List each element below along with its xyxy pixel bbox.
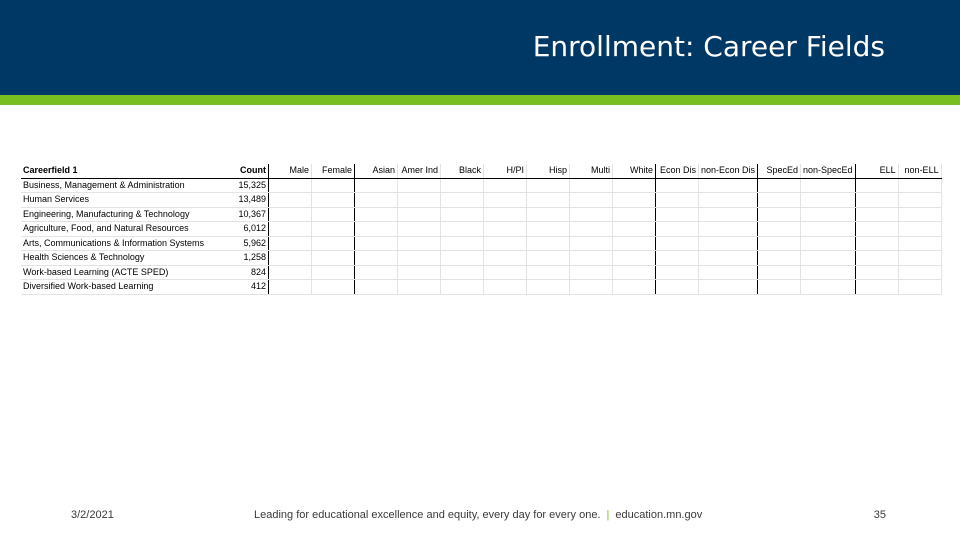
table-row [21, 236, 941, 251]
empty-cell [269, 236, 312, 251]
empty-cell [699, 193, 758, 208]
empty-cell [269, 222, 312, 237]
empty-cell [758, 251, 801, 266]
empty-cell [898, 236, 941, 251]
count-cell: 13,489 [231, 193, 269, 208]
empty-cell [527, 236, 570, 251]
column-header-hpi: H/PI [484, 164, 527, 178]
empty-cell [484, 207, 527, 222]
table-body [21, 178, 941, 294]
empty-cell [613, 207, 656, 222]
empty-cell [570, 265, 613, 280]
empty-cell [312, 236, 355, 251]
count-cell: 15,325 [231, 178, 269, 193]
empty-cell [656, 178, 699, 193]
empty-cell [570, 251, 613, 266]
empty-cell [484, 193, 527, 208]
careerfield-cell: Engineering, Manufacturing & Technology [21, 207, 231, 222]
empty-cell [758, 236, 801, 251]
column-header-econ-dis: Econ Dis [656, 164, 699, 178]
empty-cell [398, 251, 441, 266]
empty-cell [355, 265, 398, 280]
empty-cell [898, 251, 941, 266]
empty-cell [801, 222, 856, 237]
empty-cell [269, 207, 312, 222]
empty-cell [527, 193, 570, 208]
empty-cell [269, 265, 312, 280]
empty-cell [758, 265, 801, 280]
table-header-row [21, 164, 941, 178]
empty-cell [613, 251, 656, 266]
careerfield-cell: Diversified Work-based Learning [21, 280, 231, 295]
column-header-female: Female [312, 164, 355, 178]
careerfield-cell: Health Sciences & Technology [21, 251, 231, 266]
empty-cell [441, 193, 484, 208]
empty-cell [656, 236, 699, 251]
empty-cell [484, 280, 527, 295]
empty-cell [441, 236, 484, 251]
empty-cell [656, 251, 699, 266]
empty-cell [613, 265, 656, 280]
empty-cell [801, 251, 856, 266]
table-row [21, 207, 941, 222]
empty-cell [801, 236, 856, 251]
empty-cell [441, 280, 484, 295]
empty-cell [855, 280, 898, 295]
empty-cell [398, 236, 441, 251]
empty-cell [312, 222, 355, 237]
empty-cell [312, 251, 355, 266]
footer-website-link[interactable]: education.mn.gov [615, 509, 703, 521]
empty-cell [355, 236, 398, 251]
column-header-non-ell: non-ELL [898, 164, 941, 178]
column-header-asian: Asian [355, 164, 398, 178]
empty-cell [758, 222, 801, 237]
column-header-black: Black [441, 164, 484, 178]
empty-cell [312, 265, 355, 280]
empty-cell [898, 193, 941, 208]
enrollment-table-wrapper [21, 164, 942, 295]
table-row [21, 251, 941, 266]
table-row [21, 265, 941, 280]
column-header-count: Count [231, 164, 269, 178]
empty-cell [398, 178, 441, 193]
column-header-non-speced: non-SpecEd [801, 164, 856, 178]
empty-cell [527, 222, 570, 237]
empty-cell [527, 178, 570, 193]
empty-cell [801, 207, 856, 222]
table-row [21, 178, 941, 193]
count-cell: 412 [231, 280, 269, 295]
column-header-amer-ind: Amer Ind [398, 164, 441, 178]
empty-cell [527, 280, 570, 295]
column-header-careerfield: Careerfield 1 [21, 164, 231, 178]
empty-cell [484, 251, 527, 266]
empty-cell [855, 207, 898, 222]
empty-cell [613, 193, 656, 208]
empty-cell [269, 280, 312, 295]
empty-cell [699, 207, 758, 222]
empty-cell [570, 236, 613, 251]
careerfield-cell: Business, Management & Administration [21, 178, 231, 193]
footer-date: 3/2/2021 [71, 509, 114, 521]
careerfield-cell: Arts, Communications & Information Systems [21, 236, 231, 251]
column-header-non-econ-dis: non-Econ Dis [699, 164, 758, 178]
empty-cell [656, 193, 699, 208]
empty-cell [398, 193, 441, 208]
empty-cell [656, 280, 699, 295]
empty-cell [699, 178, 758, 193]
empty-cell [758, 280, 801, 295]
empty-cell [656, 222, 699, 237]
column-header-multi: Multi [570, 164, 613, 178]
empty-cell [441, 251, 484, 266]
empty-cell [398, 207, 441, 222]
careerfield-cell: Agriculture, Food, and Natural Resources [21, 222, 231, 237]
footer-separator: | [606, 509, 610, 521]
empty-cell [355, 280, 398, 295]
empty-cell [699, 265, 758, 280]
slide-title: Enrollment: Career Fields [532, 30, 885, 63]
empty-cell [355, 178, 398, 193]
empty-cell [801, 280, 856, 295]
table-row [21, 193, 941, 208]
footer-page-number: 35 [873, 509, 886, 521]
empty-cell [355, 193, 398, 208]
empty-cell [527, 265, 570, 280]
slide-header [0, 0, 960, 95]
count-cell: 1,258 [231, 251, 269, 266]
empty-cell [355, 251, 398, 266]
empty-cell [441, 222, 484, 237]
count-cell: 10,367 [231, 207, 269, 222]
empty-cell [269, 178, 312, 193]
empty-cell [269, 251, 312, 266]
empty-cell [484, 222, 527, 237]
empty-cell [613, 178, 656, 193]
empty-cell [855, 251, 898, 266]
empty-cell [484, 265, 527, 280]
column-header-speced: SpecEd [758, 164, 801, 178]
empty-cell [699, 236, 758, 251]
accent-bar [0, 95, 960, 105]
empty-cell [898, 222, 941, 237]
empty-cell [801, 178, 856, 193]
count-cell: 6,012 [231, 222, 269, 237]
empty-cell [527, 251, 570, 266]
empty-cell [441, 178, 484, 193]
empty-cell [699, 222, 758, 237]
empty-cell [613, 222, 656, 237]
column-header-hisp: Hisp [527, 164, 570, 178]
empty-cell [570, 207, 613, 222]
empty-cell [855, 193, 898, 208]
empty-cell [484, 236, 527, 251]
empty-cell [355, 207, 398, 222]
column-header-white: White [613, 164, 656, 178]
empty-cell [699, 280, 758, 295]
empty-cell [398, 265, 441, 280]
empty-cell [613, 280, 656, 295]
empty-cell [758, 178, 801, 193]
empty-cell [570, 178, 613, 193]
empty-cell [398, 280, 441, 295]
empty-cell [758, 207, 801, 222]
empty-cell [898, 265, 941, 280]
empty-cell [699, 251, 758, 266]
footer-tagline-group [254, 509, 702, 521]
empty-cell [656, 207, 699, 222]
footer-tagline: Leading for educational excellence and equity, every day for every one. [254, 509, 601, 521]
empty-cell [312, 193, 355, 208]
empty-cell [855, 178, 898, 193]
empty-cell [801, 193, 856, 208]
table-row [21, 222, 941, 237]
table-row [21, 280, 941, 295]
column-header-male: Male [269, 164, 312, 178]
empty-cell [484, 178, 527, 193]
empty-cell [898, 207, 941, 222]
careerfield-cell: Human Services [21, 193, 231, 208]
empty-cell [312, 280, 355, 295]
empty-cell [312, 178, 355, 193]
empty-cell [801, 265, 856, 280]
empty-cell [570, 280, 613, 295]
empty-cell [441, 265, 484, 280]
empty-cell [898, 280, 941, 295]
empty-cell [855, 222, 898, 237]
empty-cell [398, 222, 441, 237]
empty-cell [758, 193, 801, 208]
empty-cell [312, 207, 355, 222]
column-header-ell: ELL [855, 164, 898, 178]
empty-cell [613, 236, 656, 251]
empty-cell [570, 222, 613, 237]
careerfield-cell: Work-based Learning (ACTE SPED) [21, 265, 231, 280]
empty-cell [441, 207, 484, 222]
count-cell: 824 [231, 265, 269, 280]
empty-cell [855, 265, 898, 280]
empty-cell [656, 265, 699, 280]
career-fields-table [21, 164, 942, 295]
empty-cell [898, 178, 941, 193]
empty-cell [570, 193, 613, 208]
empty-cell [269, 193, 312, 208]
empty-cell [855, 236, 898, 251]
count-cell: 5,962 [231, 236, 269, 251]
empty-cell [527, 207, 570, 222]
empty-cell [355, 222, 398, 237]
